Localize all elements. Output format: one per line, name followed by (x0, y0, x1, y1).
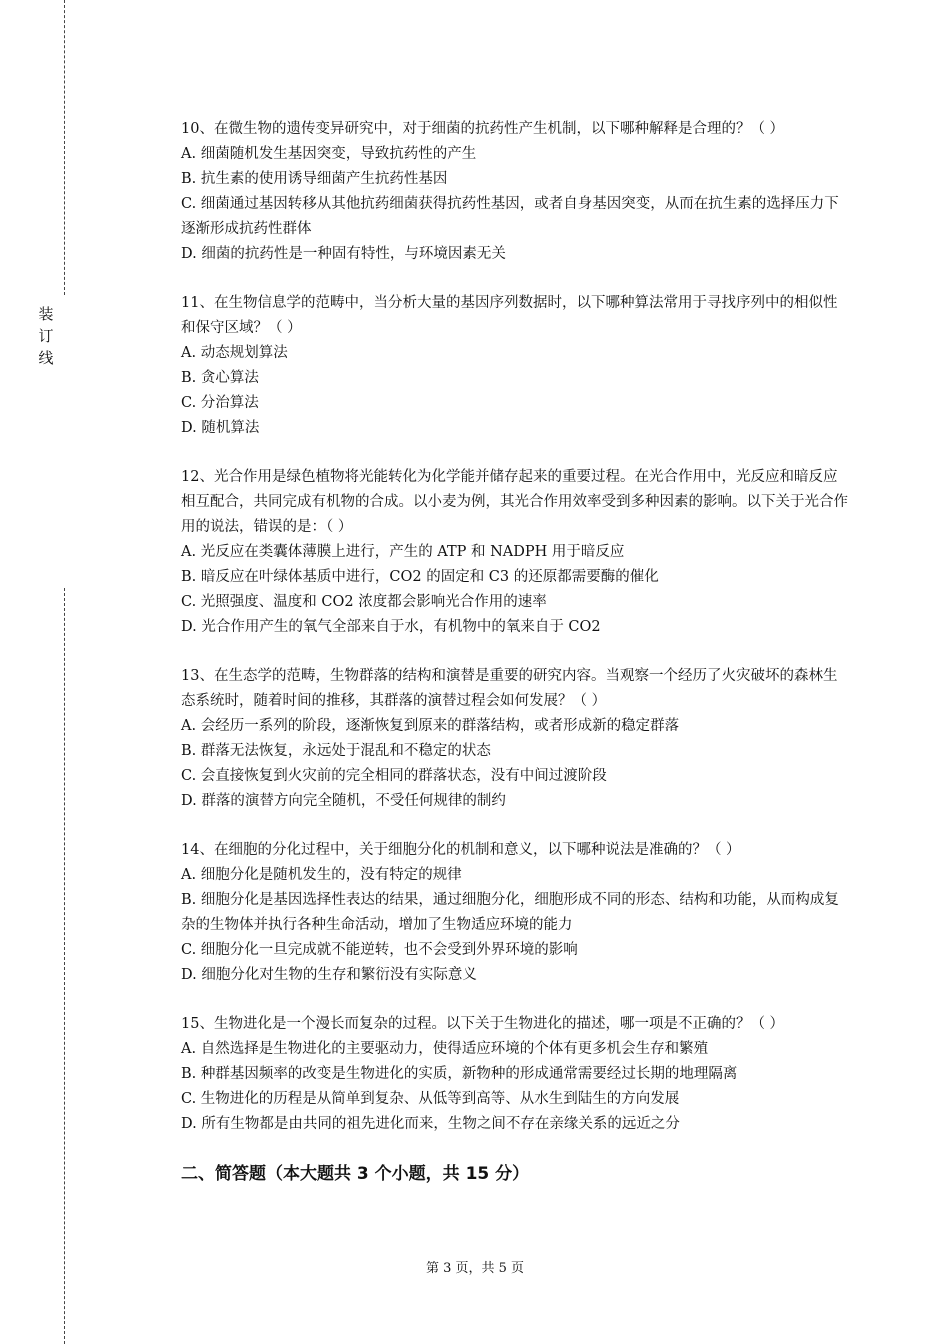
binding-char: 线 (38, 349, 54, 367)
question-stem: 15、生物进化是一个漫长而复杂的过程。以下关于生物进化的描述，哪一项是不正确的？（ ） (181, 1016, 785, 1032)
page-footer: 第 3 页，共 5 页 (425, 1261, 525, 1276)
option-c: C. 细胞分化一旦完成就不能逆转，也不会受到外界环境的影响 (181, 942, 578, 958)
question-stem: 10、在微生物的遗传变异研究中，对于细菌的抗药性产生机制，以下哪种解释是合理的？（ ） (181, 121, 785, 137)
option-b: B. 群落无法恢复，永远处于混乱和不稳定的状态 (181, 743, 491, 759)
question-14 (181, 838, 849, 988)
option-b: B. 种群基因频率的改变是生物进化的实质，新物种的形成通常需要经过长期的地理隔离 (181, 1066, 738, 1082)
binding-char: 订 (38, 327, 54, 345)
option-d: D. 细胞分化对生物的生存和繁衍没有实际意义 (181, 967, 477, 983)
question-10 (181, 117, 849, 267)
option-d: D. 随机算法 (181, 420, 260, 436)
binding-line-bottom (64, 588, 65, 1344)
question-stem: 13、在生态学的范畴，生物群落的结构和演替是重要的研究内容。当观察一个经历了火灾破坏的森林生态系统时，随着时间的推移，其群落的演替过程会如何发展？（ ） (181, 668, 838, 709)
question-11 (181, 291, 849, 441)
question-15 (181, 1012, 849, 1137)
option-a: A. 动态规划算法 (181, 345, 288, 361)
binding-label (36, 303, 56, 369)
question-13 (181, 664, 849, 814)
exam-content (181, 117, 849, 1187)
option-d: D. 光合作用产生的氧气全部来自于水，有机物中的氧来自于 CO2 (181, 619, 601, 635)
option-b: B. 贪心算法 (181, 370, 259, 386)
binding-char: 装 (38, 305, 54, 323)
option-b: B. 暗反应在叶绿体基质中进行，CO2 的固定和 C3 的还原都需要酶的催化 (181, 569, 659, 585)
question-stem: 14、在细胞的分化过程中，关于细胞分化的机制和意义，以下哪种说法是准确的？（ ） (181, 842, 741, 858)
option-c: C. 细菌通过基因转移从其他抗药细菌获得抗药性基因，或者自身基因突变，从而在抗生素的选择压力下逐渐形成抗药性群体 (181, 196, 839, 237)
question-stem: 11、在生物信息学的范畴中，当分析大量的基因序列数据时，以下哪种算法常用于寻找序列中的相似性和保守区域？（ ） (181, 295, 838, 336)
binding-line-top (64, 0, 65, 295)
option-b: B. 细胞分化是基因选择性表达的结果，通过细胞分化，细胞形成不同的形态、结构和功能，从而构成复杂的生物体并执行各种生命活动，增加了生物适应环境的能力 (181, 892, 839, 933)
question-stem: 12、光合作用是绿色植物将光能转化为化学能并储存起来的重要过程。在光合作用中，光反应和暗反应相互配合，共同完成有机物的合成。以小麦为例，其光合作用效率受到多种因素的影响。以下关于光合作用的说法，错误的是：（ ） (181, 469, 848, 535)
option-a: A. 光反应在类囊体薄膜上进行，产生的 ATP 和 NADPH 用于暗反应 (181, 544, 625, 560)
option-a: A. 细胞分化是随机发生的，没有特定的规律 (181, 867, 462, 883)
option-a: A. 细菌随机发生基因突变，导致抗药性的产生 (181, 146, 477, 162)
question-12 (181, 465, 849, 640)
option-b: B. 抗生素的使用诱导细菌产生抗药性基因 (181, 171, 448, 187)
option-a: A. 会经历一系列的阶段，逐渐恢复到原来的群落结构，或者形成新的稳定群落 (181, 718, 680, 734)
option-c: C. 生物进化的历程是从简单到复杂、从低等到高等、从水生到陆生的方向发展 (181, 1091, 680, 1107)
option-d: D. 细菌的抗药性是一种固有特性，与环境因素无关 (181, 246, 506, 262)
option-c: C. 会直接恢复到火灾前的完全相同的群落状态，没有中间过渡阶段 (181, 768, 607, 784)
option-a: A. 自然选择是生物进化的主要驱动力，使得适应环境的个体有更多机会生存和繁殖 (181, 1041, 709, 1057)
option-d: D. 群落的演替方向完全随机，不受任何规律的制约 (181, 793, 506, 809)
option-d: D. 所有生物都是由共同的祖先进化而来，生物之间不存在亲缘关系的远近之分 (181, 1116, 680, 1132)
section-title: 二、简答题（本大题共 3 个小题，共 15 分） (181, 1164, 530, 1184)
option-c: C. 分治算法 (181, 395, 259, 411)
option-c: C. 光照强度、温度和 CO2 浓度都会影响光合作用的速率 (181, 594, 547, 610)
